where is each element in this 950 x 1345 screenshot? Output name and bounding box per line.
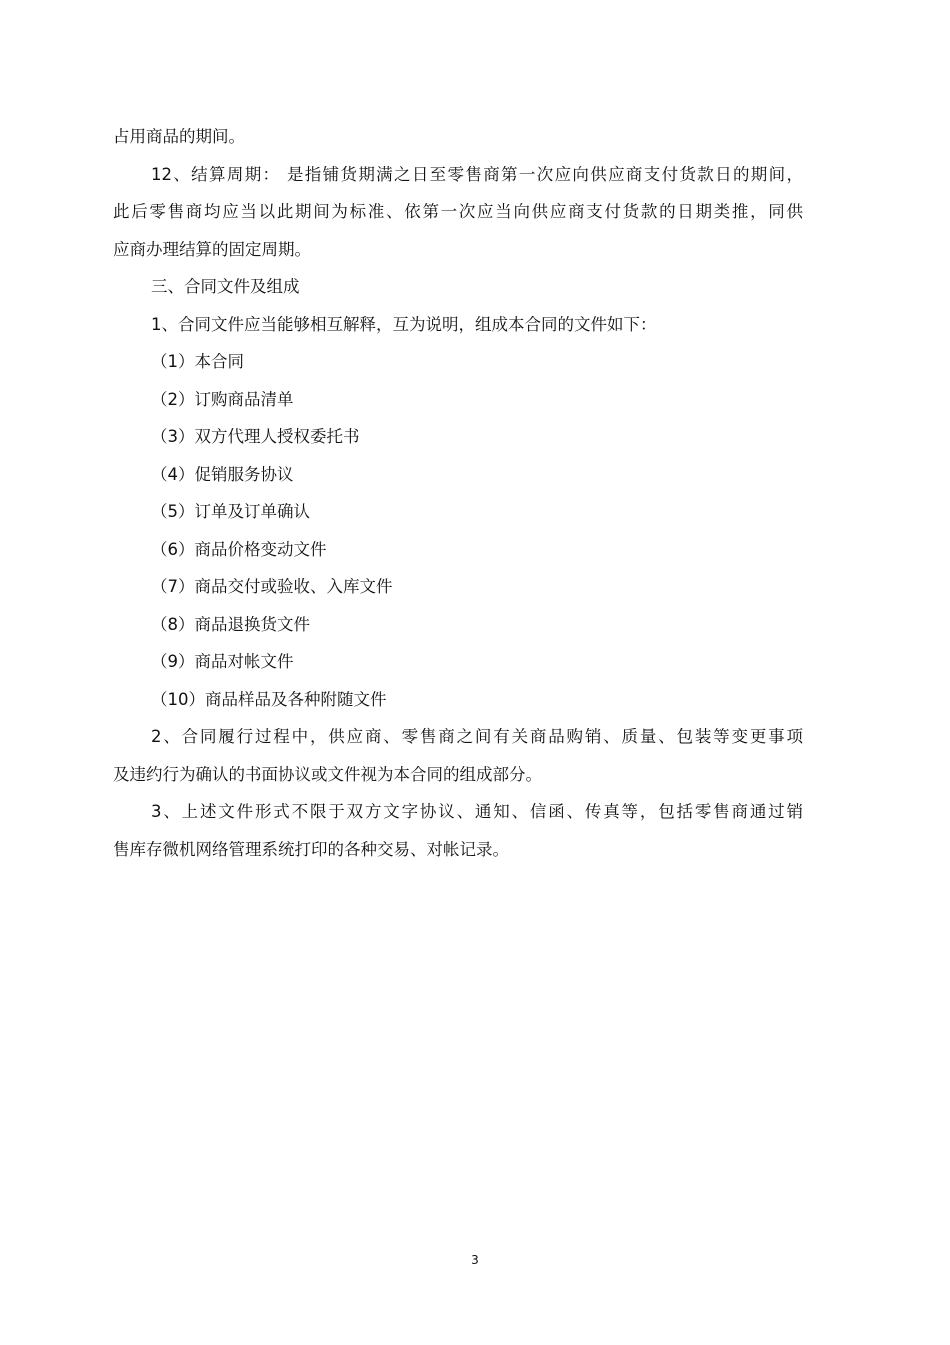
list-item: （8）商品退换货文件: [151, 614, 310, 634]
list-item: （5）订单及订单确认: [151, 502, 310, 521]
clause-12-settlement-period: 12、结算周期： 是指铺货期满之日至零售商第一次应向供应商支付货款日的期间，: [151, 164, 803, 184]
list-item: （4）促销服务协议: [151, 464, 294, 484]
document-body: [113, 118, 803, 868]
page-number: 3: [471, 1253, 479, 1267]
text-line: 占用商品的期间。: [113, 127, 245, 146]
text-line: 售库存微机网络管理系统打印的各种交易、对帐记录。: [113, 839, 509, 859]
clause-3: 3、上述文件形式不限于双方文字协议、通知、信函、传真等，包括零售商通过销: [151, 802, 803, 821]
list-item: （10）商品样品及各种附随文件: [151, 689, 387, 709]
list-item: （3）双方代理人授权委托书: [151, 427, 360, 446]
text-line: 及违约行为确认的书面协议或文件视为本合同的组成部分。: [113, 764, 542, 784]
clause-2: 2、合同履行过程中，供应商、零售商之间有关商品购销、质量、包装等变更事项: [151, 727, 803, 746]
list-item: （7）商品交付或验收、入库文件: [151, 577, 393, 596]
text-line: 应商办理结算的固定周期。: [113, 239, 311, 259]
section-heading: 三、合同文件及组成: [151, 277, 300, 296]
clause-1: 1、合同文件应当能够相互解释，互为说明，组成本合同的文件如下：: [151, 314, 657, 334]
list-item: （2）订购商品清单: [151, 389, 294, 409]
list-item: （1）本合同: [151, 352, 244, 371]
text-line: 此后零售商均应当以此期间为标准、依第一次应当向供应商支付货款的日期类推，同供: [113, 202, 803, 221]
list-item: （9）商品对帐文件: [151, 652, 294, 671]
list-item: （6）商品价格变动文件: [151, 539, 327, 559]
